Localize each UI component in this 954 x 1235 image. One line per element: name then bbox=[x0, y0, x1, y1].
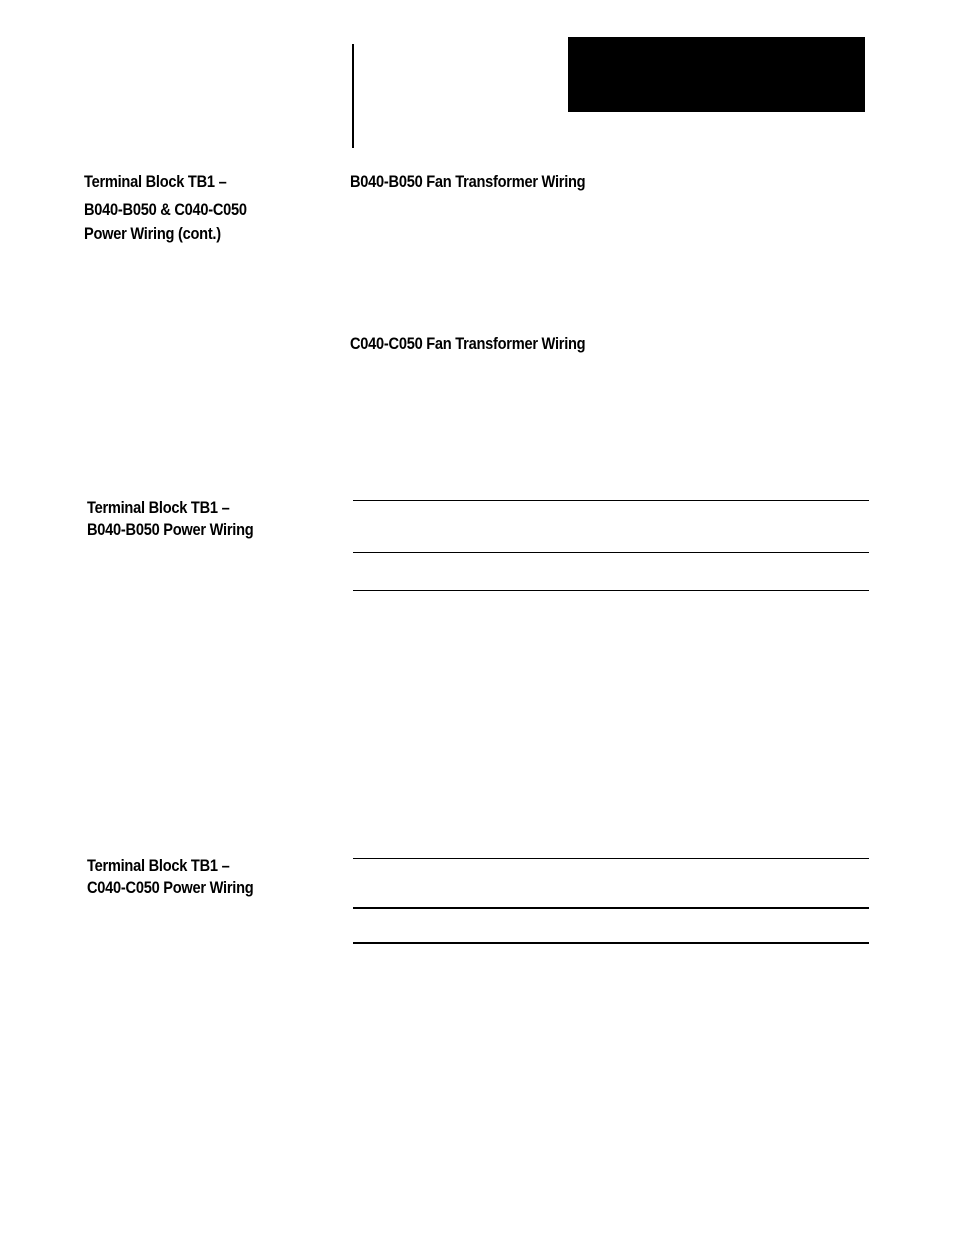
table-rule-top bbox=[353, 858, 869, 859]
side-heading-line: B040-B050 Power Wiring bbox=[87, 520, 254, 539]
revision-change-bar bbox=[352, 44, 354, 148]
side-heading-line: Terminal Block TB1 – bbox=[87, 498, 230, 517]
side-heading-line: Power Wiring (cont.) bbox=[84, 224, 221, 243]
subheading-c-fan-transformer: C040-C050 Fan Transformer Wiring bbox=[350, 334, 586, 353]
side-heading-line: Terminal Block TB1 – bbox=[87, 856, 230, 875]
table-rule-top bbox=[353, 500, 869, 501]
side-heading-line: C040-C050 Power Wiring bbox=[87, 878, 254, 897]
table-rule-middle bbox=[353, 552, 869, 553]
side-heading-line: Terminal Block TB1 – bbox=[84, 172, 227, 191]
side-heading-tb1-b bbox=[87, 497, 253, 541]
side-heading-line: B040-B050 & C040-C050 bbox=[84, 200, 247, 219]
side-heading-tb1-c bbox=[87, 855, 253, 899]
table-rule-bottom bbox=[353, 942, 869, 944]
side-heading-tb1-cont bbox=[84, 171, 247, 245]
table-rule-bottom bbox=[353, 590, 869, 591]
chapter-header-tab bbox=[568, 37, 865, 112]
table-rule-middle bbox=[353, 907, 869, 909]
subheading-b-fan-transformer: B040-B050 Fan Transformer Wiring bbox=[350, 172, 586, 191]
